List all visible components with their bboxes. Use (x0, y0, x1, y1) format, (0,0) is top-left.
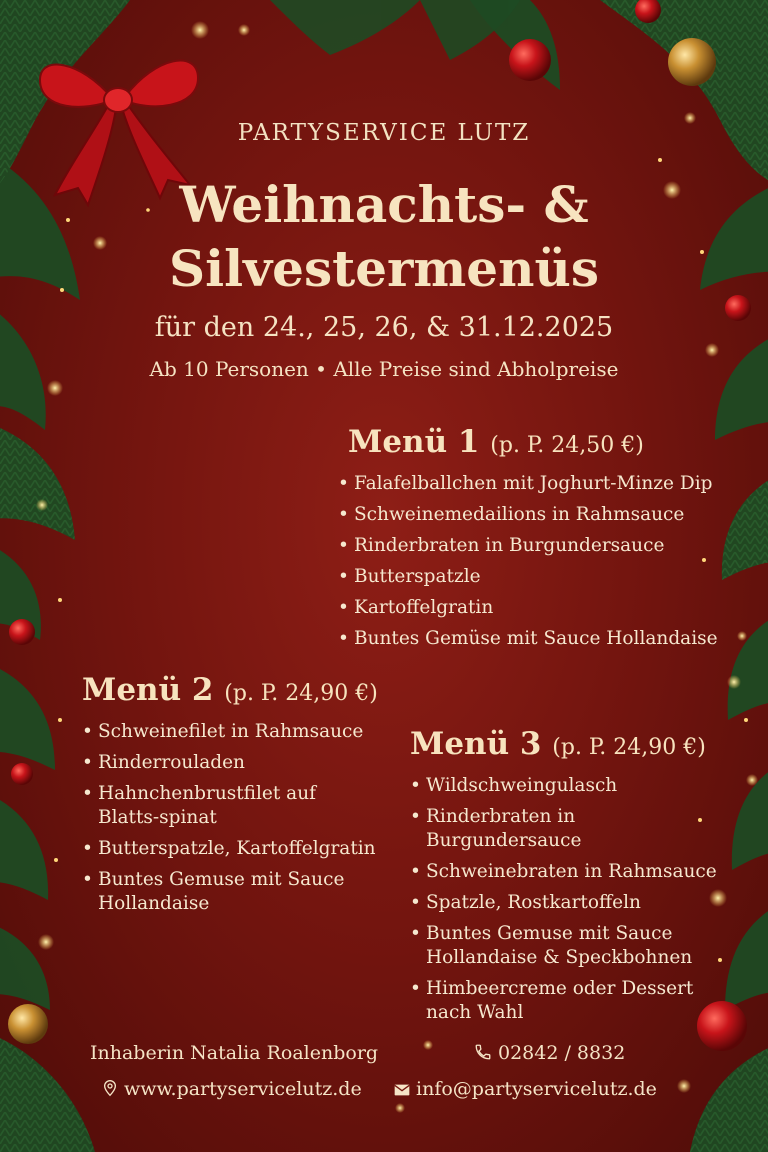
menu-1-item: • Buntes Gemüse mit Sauce Hollandaise (336, 627, 736, 651)
menu-3-item: • Schweinebraten in Rahmsauce (408, 860, 718, 884)
phone-number: 02842 / 8832 (498, 1042, 626, 1064)
menu-1-item-list (336, 472, 736, 658)
envelope-icon (394, 1083, 410, 1097)
email-link[interactable] (394, 1078, 657, 1100)
phone-contact[interactable] (474, 1042, 625, 1064)
menu-2-item: • Rinderrouladen (80, 751, 380, 775)
menu-3-price: (p. P. 24,90 €) (552, 735, 706, 760)
brand-name: PARTYSERVICE LUTZ (237, 120, 531, 146)
location-pin-icon (102, 1079, 118, 1097)
menu-3-heading (410, 726, 706, 762)
order-info: Ab 10 Personen • Alle Preise sind Abholpreise (149, 357, 619, 381)
menu-1-item: • Kartoffelgratin (336, 596, 736, 620)
menu-1-item: • Schweinemedailions in Rahmsauce (336, 503, 736, 527)
menu-1-item: • Rinderbraten in Burgundersauce (336, 534, 736, 558)
menu-2-item: • Schweinefilet in Rahmsauce (80, 720, 380, 744)
menu-3-item: • Rinderbraten in Burgundersauce (408, 805, 718, 853)
menu-1-item: • Falafelballchen mit Joghurt-Minze Dip (336, 472, 736, 496)
menu-1-name: Menü 1 (348, 424, 480, 460)
menu-1-heading (348, 424, 644, 460)
website-link[interactable] (102, 1078, 362, 1100)
page-title-line-1: Weihnachts- & (179, 175, 589, 234)
menu-2-item: • Butterspatzle, Kartoffelgratin (80, 837, 380, 861)
menu-3-item: • Spatzle, Rostkartoffeln (408, 891, 718, 915)
menu-2-item: • Hahnchenbrustfilet auf Blatts-spinat (80, 782, 380, 830)
menu-3-item: • Himbeercreme oder Dessert nach Wahl (408, 977, 718, 1025)
menu-2-heading (82, 672, 378, 708)
phone-icon (474, 1043, 492, 1061)
menu-2-price: (p. P. 24,90 €) (224, 681, 378, 706)
menu-3-item: • Buntes Gemuse mit Sauce Hollandaise & Speckbohnen (408, 922, 718, 970)
menu-1-item: • Butterspatzle (336, 565, 736, 589)
event-dates: für den 24., 25, 26, & 31.12.2025 (154, 312, 614, 343)
menu-1-price: (p. P. 24,50 €) (490, 433, 644, 458)
email-address: info@partyservicelutz.de (416, 1078, 657, 1100)
menu-3-item-list (408, 774, 718, 1032)
menu-2-item: • Buntes Gemuse mit Sauce Hollandaise (80, 868, 380, 916)
menu-3-name: Menü 3 (410, 726, 542, 762)
website-url: www.partyservicelutz.de (124, 1078, 362, 1100)
menu-3-item: • Wildschweingulasch (408, 774, 718, 798)
page-title-line-2: Silvestermenüs (169, 239, 599, 298)
menu-2-name: Menü 2 (82, 672, 214, 708)
menu-2-item-list (80, 720, 380, 923)
owner-name: Inhaberin Natalia Roalenborg (90, 1042, 379, 1064)
